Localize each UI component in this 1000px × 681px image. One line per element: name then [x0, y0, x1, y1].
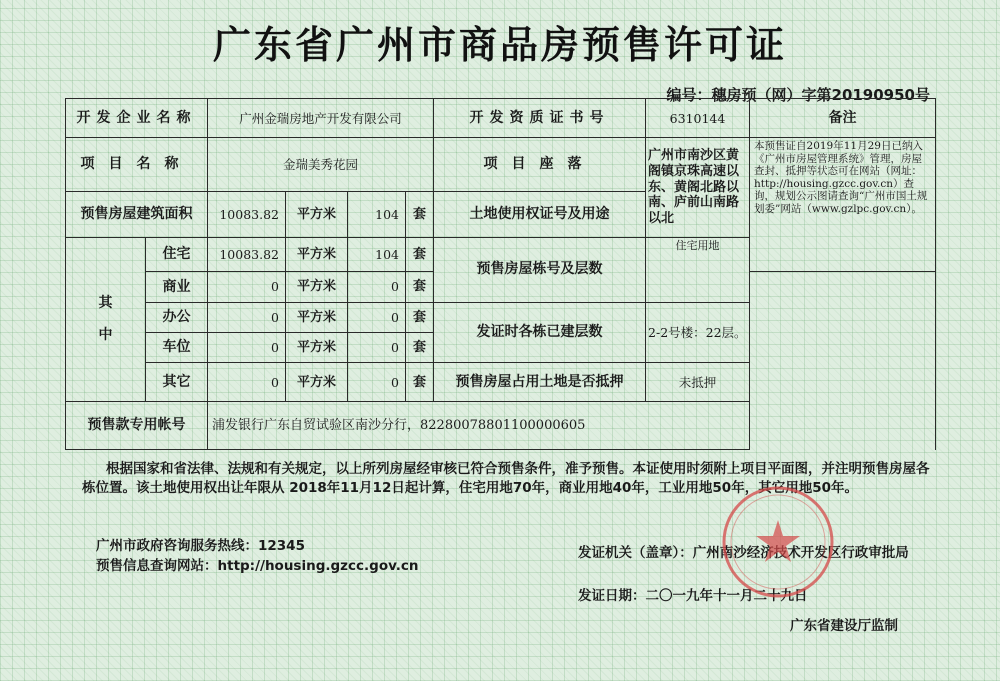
row-unit: 平方米: [286, 332, 348, 362]
row-count: 0: [348, 363, 406, 402]
area-label: 预售房屋建筑面积: [66, 192, 208, 238]
account-value: 浦发银行广东自贸试验区南沙分行，82280078801100000605: [208, 402, 750, 450]
land-value-text: 住宅用地: [675, 239, 720, 253]
row-unit: 平方米: [286, 272, 348, 302]
of-which-text: 其中: [98, 295, 113, 344]
row-unit: 平方米: [286, 363, 348, 402]
row-count: 0: [348, 332, 406, 362]
row-count: 0: [348, 302, 406, 332]
project-name-value: 金瑞美秀花园: [208, 138, 434, 192]
row-count-unit: 套: [406, 237, 434, 272]
location-value: 广州市南沙区黄阁镇京珠高速以东、黄阁北路以南、庐前山南路以北: [646, 138, 750, 238]
row-area: 0: [208, 272, 286, 302]
row-type: 车位: [146, 332, 208, 362]
hotline: 广州市政府咨询服务热线：12345: [96, 538, 305, 554]
issuer: 发证机关（盖章）：广州南沙经济技术开发区行政审批局: [578, 545, 909, 561]
qualification-value: 6310144: [646, 99, 750, 138]
developer-value: 广州金瑞房地产开发有限公司: [208, 99, 434, 138]
row-area: 0: [208, 332, 286, 362]
qualification-label: 开发资质证书号: [434, 99, 646, 138]
row-count-unit: 套: [406, 363, 434, 402]
row-count: 0: [348, 272, 406, 302]
row-unit: 平方米: [286, 237, 348, 272]
area-unit: 平方米: [286, 192, 348, 238]
row-type: 住宅: [146, 237, 208, 272]
page-title: 广东省广州市商品房预售许可证: [212, 23, 787, 67]
land-value: [646, 237, 750, 302]
area-value: 10083.82: [208, 192, 286, 238]
mortgage-value: 未抵押: [646, 363, 750, 402]
certificate-number: 编号：穗房预（网）字第20190950号: [666, 86, 930, 104]
row-area: 0: [208, 302, 286, 332]
built-value: 2-2号楼：22层。: [646, 302, 750, 363]
location-label: 项目座落: [434, 138, 646, 192]
of-which-label: [66, 237, 146, 402]
remark-label: 备注: [750, 99, 936, 138]
mortgage-label: 预售房屋占用土地是否抵押: [434, 363, 646, 402]
developer-label: 开发企业名称: [66, 99, 208, 138]
statement-paragraph: 根据国家和省法律、法规和有关规定，以上所列房屋经审核已符合预售条件，准予预售。本证使用时须附上项目平面图，并注明预售房屋各栋位置。该土地使用权出让年限从 2018年11月12日起计算，住宅用地70年，商业用地40年，工业用地50年，其它用地50年。: [82, 461, 930, 496]
built-label: 发证时各栋已建层数: [434, 302, 646, 363]
project-name-label: 项目名称: [66, 138, 208, 192]
row-type: 其它: [146, 363, 208, 402]
area-count-unit: 套: [406, 192, 434, 238]
permit-table: [65, 98, 936, 450]
query-website: 预售信息查询网站：http://housing.gzcc.gov.cn: [96, 558, 419, 574]
remark-text: 本预售证自2019年11月29日已纳入《广州市房屋管理系统》管理，房屋查封、抵押等状态可在网站（网址：http://housing.gzcc.gov.cn）查询，规划公示图请查询“广州市国土规划委”网站（www.gzlpc.gov.cn）。: [750, 138, 936, 272]
official-seal-icon: [718, 482, 838, 602]
row-count: 104: [348, 237, 406, 272]
row-count-unit: 套: [406, 302, 434, 332]
account-label: 预售款专用帐号: [66, 402, 208, 450]
area-count: 104: [348, 192, 406, 238]
supervisor: 广东省建设厅监制: [790, 618, 898, 634]
building-label: 预售房屋栋号及层数: [434, 237, 646, 302]
row-area: 10083.82: [208, 237, 286, 272]
row-type: 商业: [146, 272, 208, 302]
row-count-unit: 套: [406, 332, 434, 362]
row-area: 0: [208, 363, 286, 402]
land-label: 土地使用权证号及用途: [434, 192, 646, 238]
issue-date: 发证日期：二〇一九年十一月二十九日: [578, 588, 808, 604]
row-unit: 平方米: [286, 302, 348, 332]
row-count-unit: 套: [406, 272, 434, 302]
row-type: 办公: [146, 302, 208, 332]
